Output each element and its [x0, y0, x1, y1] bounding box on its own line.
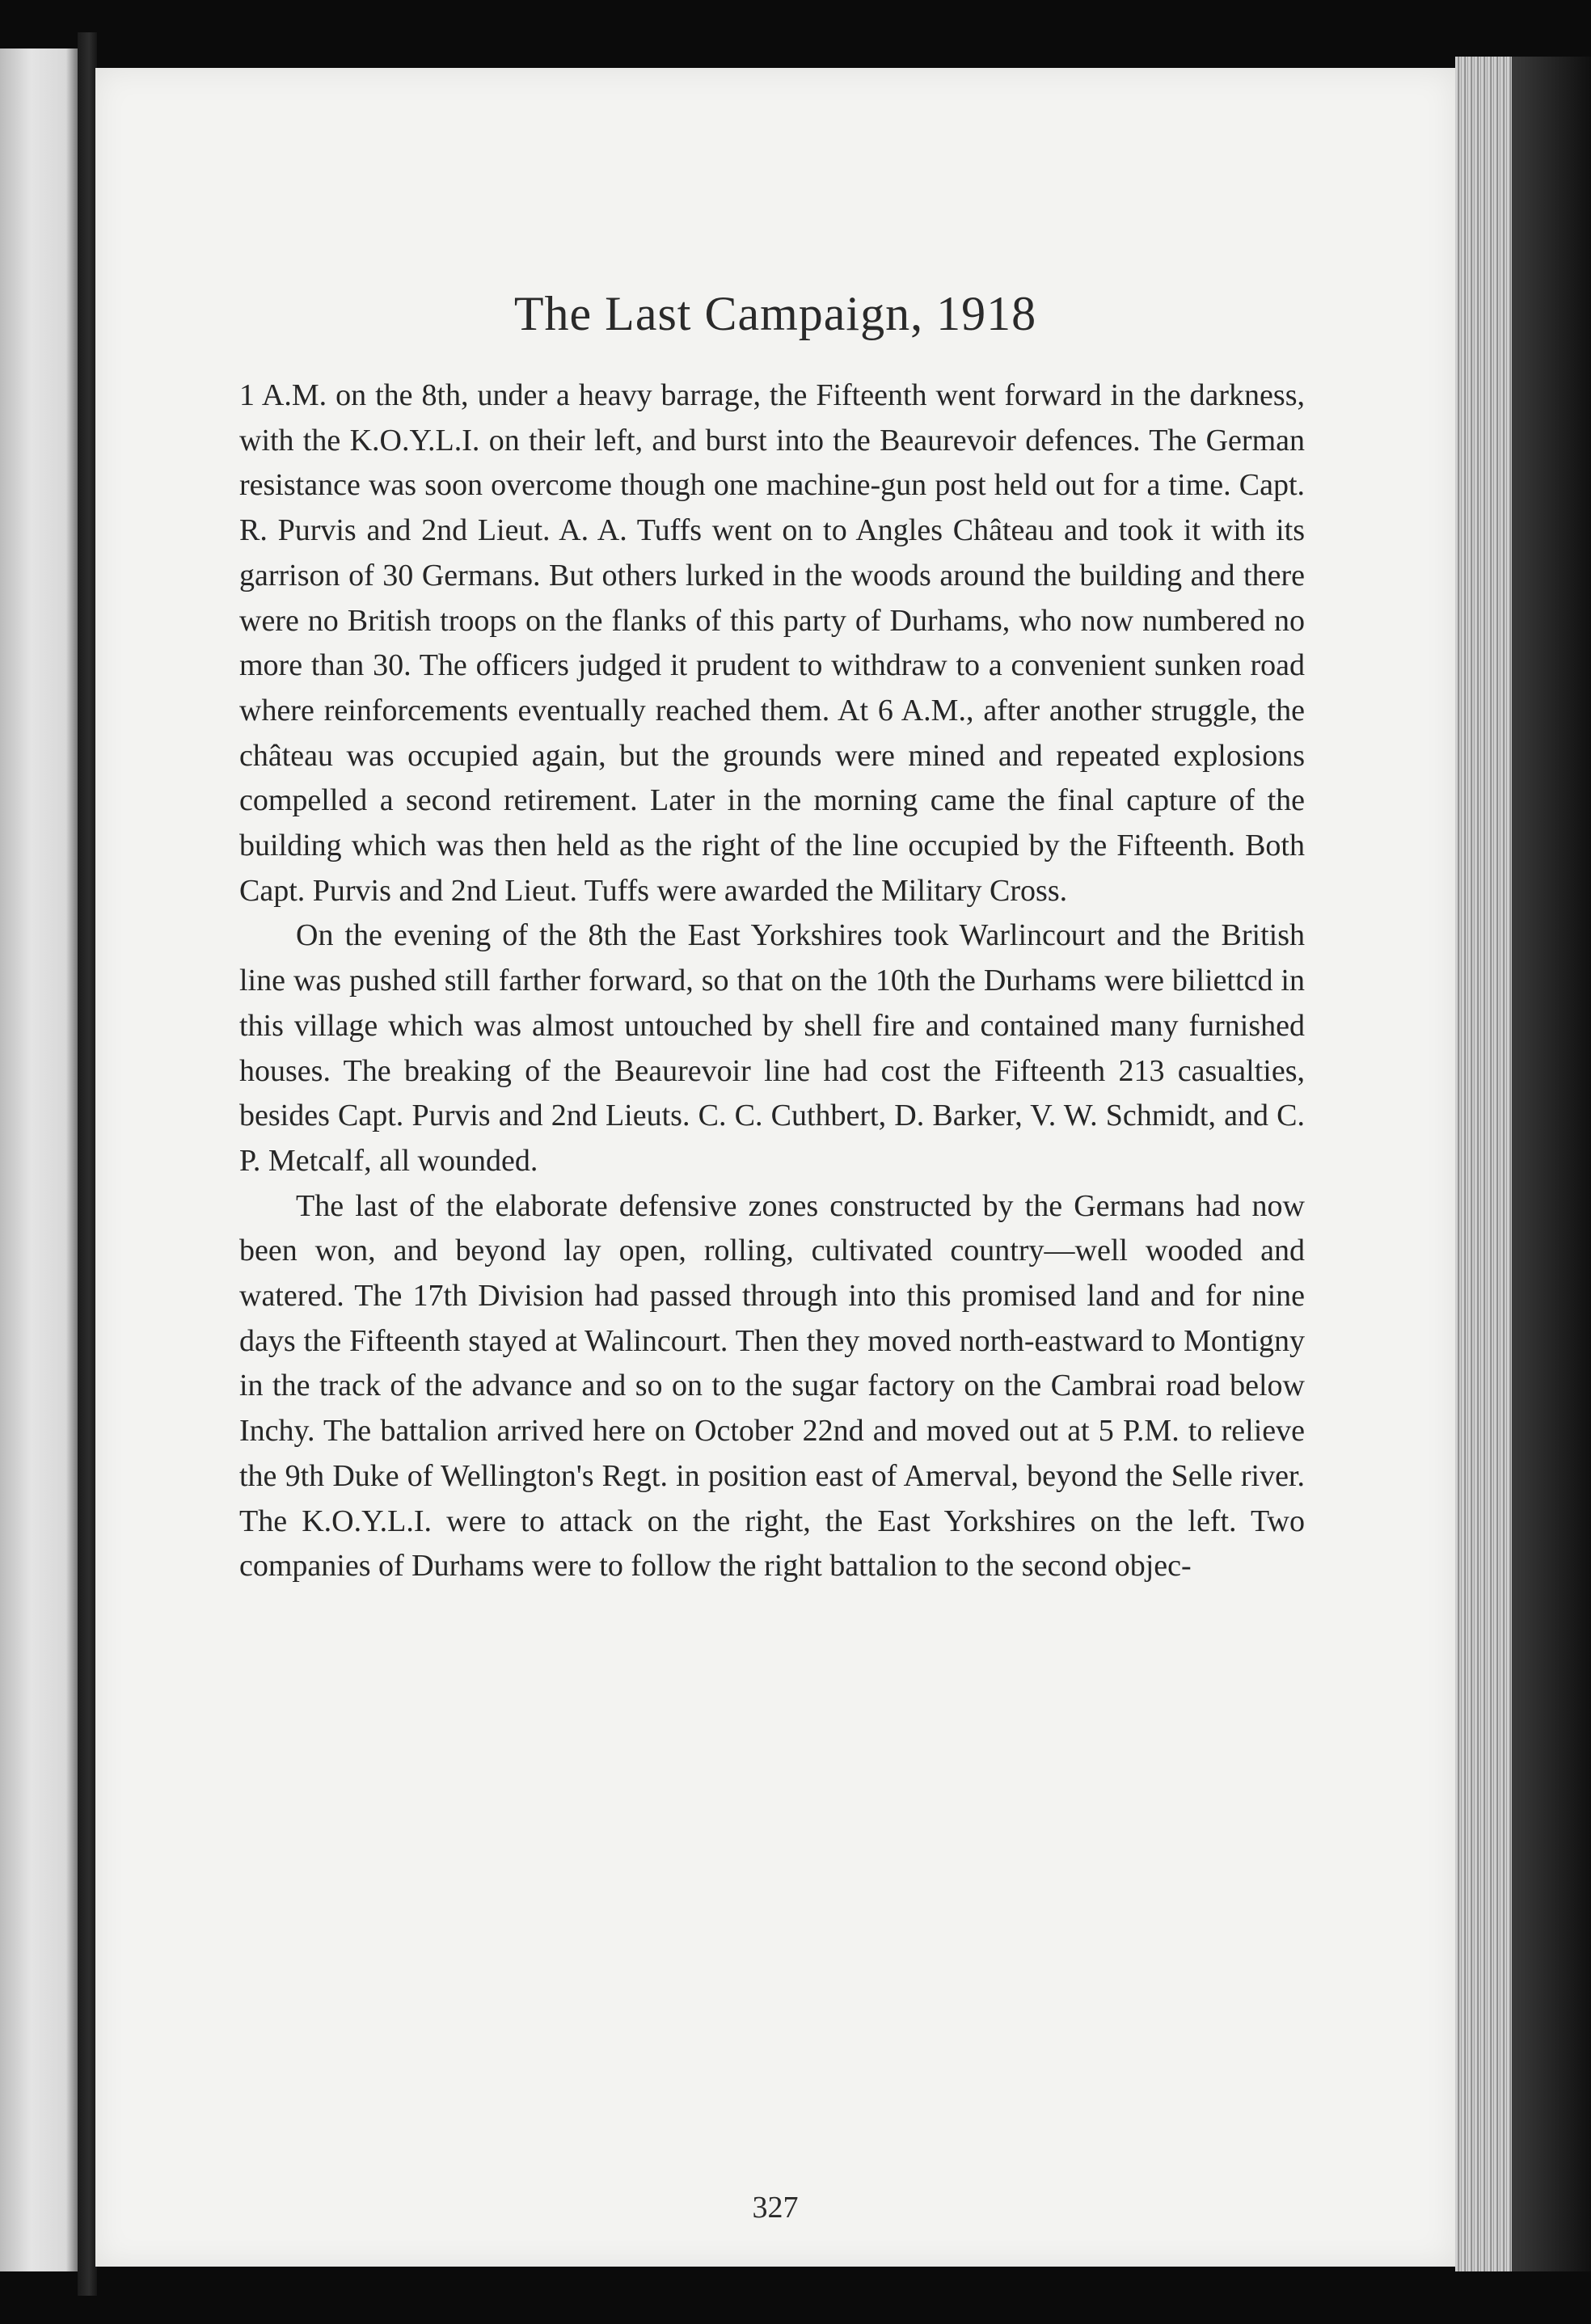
page-edges-stack: [1455, 57, 1512, 2271]
facing-page-edge: [0, 49, 78, 2271]
body-text: [239, 373, 1305, 1589]
book-page: [95, 68, 1455, 2267]
page-number: 327: [752, 2191, 799, 2225]
running-head: The Last Campaign, 1918: [513, 287, 1037, 340]
book-cover-edge: [1512, 57, 1591, 2271]
paragraph: The last of the elaborate defensive zones constructed by the Germans had now been won, and beyond lay open, rolling, cultivated country—well wooded and watered. The 17th Division had passed through into this promised land and for nine days the Fifteenth stayed at Walincourt. Then they moved north-eastward to Montigny in the track of the advance and so on to the sugar factory on the Cambrai road below Inchy. The battalion arrived here on October 22nd and moved out at 5 P.M. to relieve the 9th Duke of Wellington's Regt. in position east of Amerval, beyond the Selle river. The K.O.Y.L.I. were to attack on the right, the East Yorkshires on the left. Two companies of Durhams were to follow the right battalion to the second objec-: [239, 1188, 1305, 1584]
paragraph: On the evening of the 8th the East Yorkshires took Warlincourt and the British line was pushed still farther forward, so that on the 10th the Durhams were biliettcd in this village which was almost untouched by shell fire and contained many furnished houses. The breaking of the Beaurevoir line had cost the Fifteenth 213 casualties, besides Capt. Purvis and 2nd Lieuts. C. C. Cuthbert, D. Barker, V. W. Schmidt, and C. P. Metcalf, all wounded.: [239, 918, 1305, 1178]
paragraph: 1 A.M. on the 8th, under a heavy barrage, the Fifteenth went forward in the darkness, with the K.O.Y.L.I. on their left, and burst into the Beaurevoir defences. The German resistance was soon overcome though one machine-gun post held out for a time. Capt. R. Purvis and 2nd Lieut. A. A. Tuffs went on to Angles Château and took it with its garrison of 30 Germans. But others lurked in the woods around the building and there were no British troops on the flanks of this party of Durhams, who now numbered no more than 30. The officers judged it prudent to withdraw to a convenient sunken road where reinforcements eventually reached them. At 6 A.M., after another struggle, the château was occupied again, but the grounds were mined and repeated explosions compelled a second retirement. Later in the morning came the final capture of the building which was then held as the right of the line occupied by the Fifteenth. Both Capt. Purvis and 2nd Lieut. Tuffs were awarded the Military Cross.: [239, 378, 1305, 908]
book-gutter: [78, 32, 97, 2296]
